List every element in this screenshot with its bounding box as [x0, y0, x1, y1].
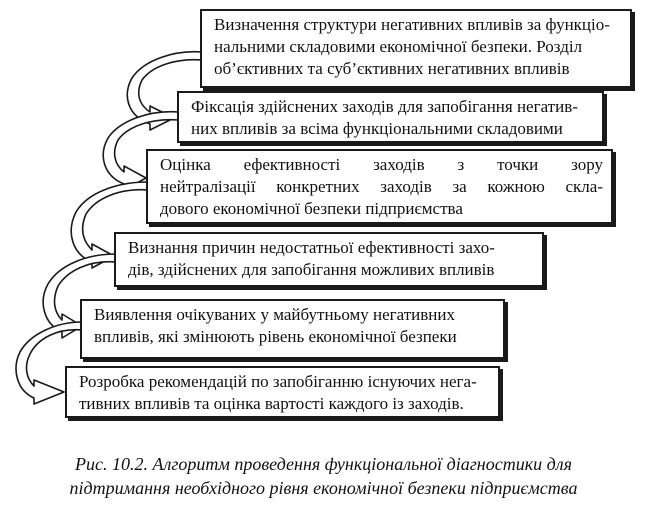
step-6-box [65, 366, 500, 418]
step-2-box [177, 91, 604, 143]
step-4-box [114, 232, 544, 287]
step-6-line: Розробка рекомендацій по запобіганню існуючих нега- [79, 372, 477, 391]
step-2-line: них впливів за всіма функціональними складовими [191, 119, 563, 138]
step-3-line: дового економічної безпеки підприємства [160, 199, 463, 218]
step-2-line: Фіксація здійснених заходів для запобігання негатив- [191, 97, 578, 116]
step-1-line: об’єктивних та суб’єктивних негативних впливів [214, 59, 570, 78]
step-6-line: тивних впливів та оцінка вартості каждого із заходів. [79, 394, 464, 413]
step-1-line: Визначення структури негативних впливів за функціо- [214, 15, 610, 34]
figure-caption [0, 452, 647, 500]
step-4-line: Визнання причин недостатньої ефективності захо- [128, 238, 495, 257]
step-1-box [200, 9, 632, 88]
step-4-line: дів, здійснених для запобігання можливих впливів [128, 260, 495, 279]
step-3-box [146, 149, 613, 224]
step-5-line: Виявлення очікуваних у майбутньому негативних [94, 305, 455, 324]
step-1-line: нальними складовими економічної безпеки. Розділ [214, 37, 583, 56]
step-5-box [80, 299, 505, 359]
caption-line: Рис. 10.2. Алгоритм проведення функціональної діагностики для [75, 454, 572, 474]
caption-line: підтримання необхідного рівня економічної безпеки підприємства [69, 478, 578, 498]
step-5-line: впливів, які змінюють рівень економічної безпеки [94, 327, 457, 346]
step-3-line: Оцінка ефективності заходів з точки зору [160, 155, 603, 174]
step-3-line: нейтралізації конкретних заходів за кожною скла- [160, 177, 603, 196]
